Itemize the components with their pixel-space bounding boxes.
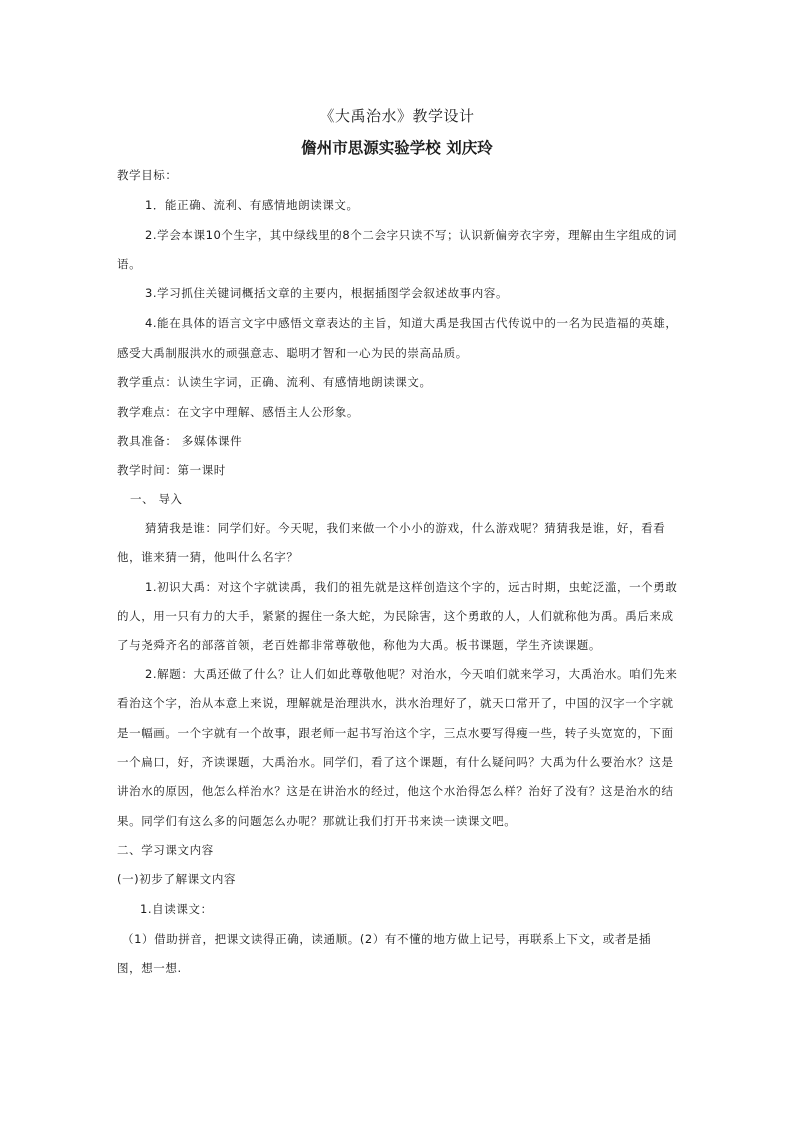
text-line: 1.自读课文： bbox=[140, 902, 213, 916]
text-line: 教学目标： bbox=[117, 168, 178, 182]
section-heading: 二、学习课文内容 bbox=[117, 843, 214, 857]
text-line: 教学时间：第一课时 bbox=[117, 463, 226, 477]
text-line: 教学重点：认读生字词，正确、流利、有感情地朗读课文。 bbox=[117, 375, 432, 389]
text-line: 了与尧舜齐名的部落首领，老百姓都非常尊敬他，称他为大禹。板书课题，学生齐读课题。 bbox=[117, 638, 601, 652]
text-line: （1）借助拼音，把课文读得正确，读通顺。(2）有不懂的地方做上记号，再联系上下文，或者是插 bbox=[122, 932, 652, 946]
section-heading: 一、 导入 bbox=[130, 492, 183, 506]
text-line: 语。 bbox=[117, 257, 142, 271]
text-line: 1.初识大禹：对这个字就读禹，我们的祖先就是这样创造这个字的，远古时期，虫蛇泛滥，一个勇敢 bbox=[145, 580, 678, 594]
text-line: 的人，用一只有力的大手，紧紧的握住一条大蛇，为民除害，这个勇敢的人，人们就称他为禹。禹后来成 bbox=[117, 609, 674, 623]
text-line: 是一幅画。一个字就有一个故事，跟老师一起书写治这个字，三点水要写得瘦一些，转子头宽宽的，下面 bbox=[117, 726, 674, 740]
text-line: 教具准备： 多媒体课件 bbox=[117, 434, 243, 448]
text-line: 一个扁口，好，齐读课题，大禹治水。同学们，看了这个课题，有什么疑问吗？大禹为什么要治水？这是 bbox=[117, 755, 674, 769]
text-line: 1．能正确、流利、有感情地朗读课文。 bbox=[145, 198, 359, 212]
text-line: 看治这个字，治从本意上来说，理解就是治理洪水，洪水治理好了，就天口常开了，中国的汉字一个字就 bbox=[117, 696, 674, 710]
text-line: 他，谁来猜一猜，他叫什么名字？ bbox=[117, 550, 299, 564]
text-line: 感受大禹制服洪水的顽强意志、聪明才智和一心为民的崇高品质。 bbox=[117, 346, 468, 360]
text-line: 4.能在具体的语言文字中感悟文章表达的主旨，知道大禹是我国古代传说中的一名为民造福的英雄， bbox=[145, 316, 678, 330]
text-line: 3.学习抓住关键词概括文章的主要内，根据插图学会叙述故事内容。 bbox=[145, 286, 509, 300]
text-line: 果。同学们有这么多的问题怎么办呢？那就让我们打开书来读一读课文吧。 bbox=[117, 814, 517, 828]
text-line: 2.解题：大禹还做了什么？让人们如此尊敬他呢？对治水，今天咱们就来学习，大禹治水。咱们先来 bbox=[145, 667, 678, 681]
text-line: 教学难点：在文字中理解、感悟主人公形象。 bbox=[117, 405, 359, 419]
text-line: 图，想一想. bbox=[117, 961, 182, 975]
author-line: 儋州市思源实验学校 刘庆玲 bbox=[301, 139, 493, 157]
text-line: 猜猜我是谁：同学们好。今天呢，我们来做一个小小的游戏，什么游戏呢？猜猜我是谁，好，看看 bbox=[145, 521, 666, 535]
text-line: 讲治水的原因，他怎么样治水？这是在讲治水的经过，他这个水治得怎么样？治好了没有？这是治水的结 bbox=[117, 784, 674, 798]
text-line: 2.学会本课10个生字，其中绿线里的8个二会字只读不写；认识新偏旁衣字旁，理解由生字组成的词 bbox=[145, 228, 678, 242]
subsection-heading: (一)初步了解课文内容 bbox=[117, 872, 237, 886]
document-title: 《大禹治水》教学设计 bbox=[319, 107, 475, 125]
